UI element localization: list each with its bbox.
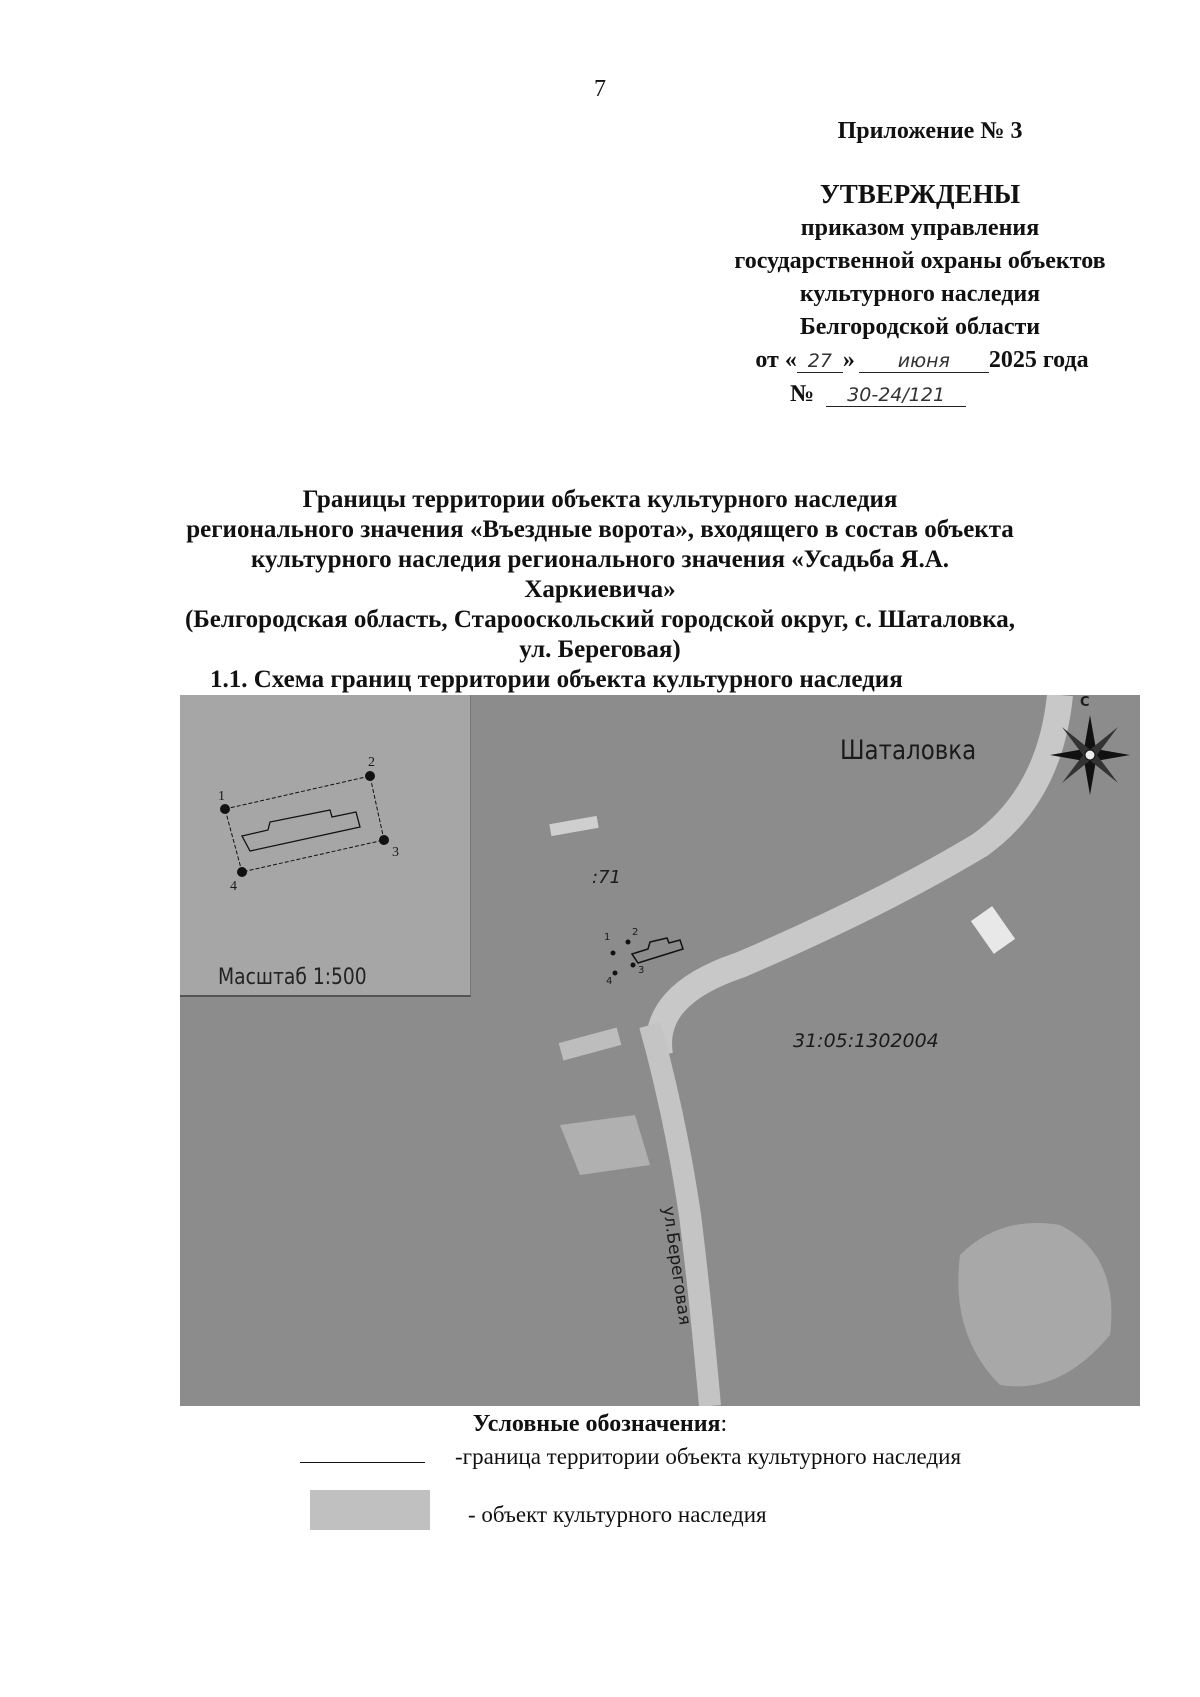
inset-point-label: 2	[368, 755, 375, 770]
legend-object-text: - объект культурного наследия	[468, 1502, 767, 1527]
date-year: 2025 года	[988, 347, 1089, 373]
point-label: 2	[632, 927, 639, 938]
date-day-handwritten: 27	[797, 350, 843, 373]
building-patch	[549, 816, 598, 836]
boundary-point-3	[631, 963, 636, 968]
boundary-point-2	[626, 940, 631, 945]
boundary-point-1	[611, 951, 616, 956]
inset-point-3	[379, 835, 389, 845]
building-patch	[559, 1028, 622, 1061]
inset-scale-label: Масштаб 1:500	[218, 965, 367, 990]
approval-number	[790, 378, 1030, 411]
inset-object-outline	[242, 810, 360, 851]
field-patch	[958, 1223, 1111, 1386]
inset-graphics	[180, 695, 470, 995]
approval-date	[712, 344, 1132, 377]
legend-object-swatch	[310, 1490, 430, 1530]
legend-boundary-line	[300, 1462, 425, 1463]
compass-north-label: С	[1080, 695, 1090, 710]
approval-line: приказом управления	[800, 215, 1040, 241]
point-label: 3	[638, 965, 645, 976]
map-inset	[180, 695, 471, 997]
date-prefix: от «	[755, 347, 797, 373]
section-heading: 1.1. Схема границ территории объекта культурного наследия	[210, 666, 903, 693]
inset-point-4	[237, 867, 247, 877]
object-boundary	[632, 938, 683, 963]
date-mid: »	[842, 347, 855, 373]
title-line: ул. Береговая)	[519, 636, 681, 663]
settlement-label: Шаталовка	[840, 735, 977, 766]
legend-heading	[0, 1411, 1200, 1438]
title-line: (Белгородская область, Старооскольский городской округ, с. Шаталовка,	[184, 606, 1016, 633]
inset-point-1	[220, 804, 230, 814]
page-number: 7	[594, 76, 606, 102]
inset-point-label: 3	[392, 845, 399, 860]
legend-heading-colon: :	[720, 1411, 728, 1437]
approval-line: культурного наследия	[799, 281, 1041, 307]
number-prefix: №	[790, 381, 815, 407]
date-month-handwritten: июня	[859, 350, 989, 373]
inset-point-2	[365, 771, 375, 781]
approval-line: государственной охраны объектов	[734, 248, 1106, 274]
building-patch	[971, 906, 1015, 954]
appendix-label: Приложение № 3	[837, 118, 1023, 144]
title-line: культурного наследия регионального значения «Усадьба Я.А. Харкиевича»	[250, 546, 950, 603]
title-line: регионального значения «Въездные ворота», входящего в состав объекта	[186, 516, 1014, 543]
point-label: 1	[604, 932, 611, 943]
point-label: 4	[606, 976, 613, 987]
number-handwritten: 30-24/121	[826, 384, 966, 407]
approval-heading: УТВЕРЖДЕНЫ	[819, 179, 1021, 209]
boundary-map	[180, 695, 1140, 1406]
boundary-point-4	[613, 971, 618, 976]
street-label: ул.Береговая	[658, 1205, 695, 1327]
parcel-label: :71	[592, 867, 621, 888]
inset-point-label: 4	[230, 879, 237, 894]
cadastral-label: 31:05:1302004	[793, 1030, 939, 1052]
legend-boundary-text: -граница территории объекта культурного наследия	[455, 1444, 962, 1469]
approval-line: Белгородской области	[799, 314, 1041, 340]
legend-heading-text: Условные обозначения	[472, 1411, 721, 1437]
title-line: Границы территории объекта культурного наследия	[302, 486, 898, 513]
compass-rose-icon	[1050, 715, 1130, 795]
building-patch	[560, 1115, 650, 1175]
inset-boundary	[225, 776, 384, 872]
inset-point-label: 1	[218, 789, 225, 804]
document-title	[180, 485, 1020, 665]
